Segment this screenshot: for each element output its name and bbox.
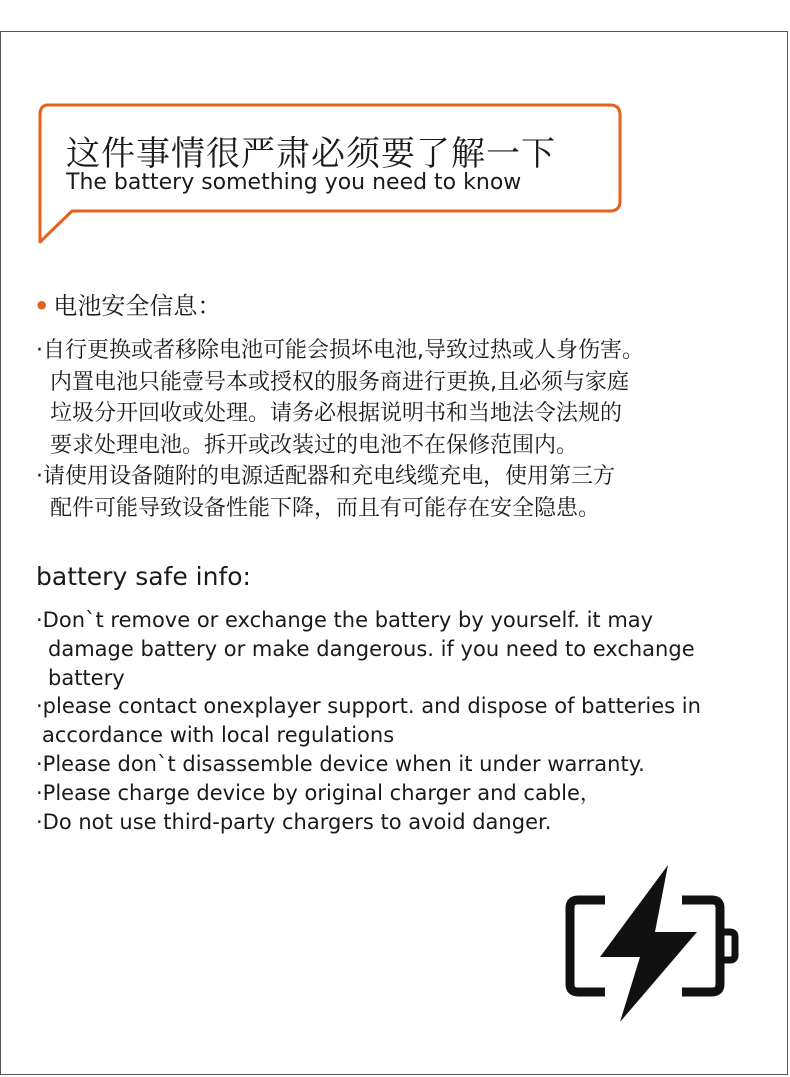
battery-charging-icon	[560, 860, 745, 1030]
heading-bullet: •	[34, 292, 50, 320]
en-line: ·Don`t remove or exchange the battery by yourself. it may	[36, 608, 654, 632]
en-line: ·Please charge device by original charger and cable，	[36, 780, 601, 805]
cn-line: ·自行更换或者移除电池可能会损坏电池,导致过热或人身伤害。	[36, 338, 644, 363]
cn-heading-text: 电池安全信息：	[53, 292, 222, 320]
cn-section-body	[36, 335, 756, 524]
en-line: battery	[48, 665, 125, 690]
callout-subtitle: The battery something you need to know	[66, 170, 522, 195]
list-item	[36, 461, 756, 524]
en-line: ·Please don`t disassemble device when it under warranty.	[36, 751, 645, 776]
en-section-heading: battery safe info:	[36, 562, 251, 591]
en-line: ·please contact onexplayer support. and dispose of batteries in	[36, 694, 701, 719]
callout-title: 这件事情很严肃必须要了解一下	[66, 134, 556, 174]
cn-line: 配件可能导致设备性能下降，而且有可能存在安全隐患。	[50, 495, 601, 521]
en-line: accordance with local regulations	[42, 723, 395, 748]
cn-line: 要求处理电池。拆开或改装过的电池不在保修范围内。	[50, 432, 579, 458]
cn-line: 内置电池只能壹号本或授权的服务商进行更换,且必须与家庭	[50, 369, 629, 395]
cn-section-heading	[34, 286, 221, 321]
cn-line: ·请使用设备随附的电源适配器和充电线缆充电，使用第三方	[36, 464, 615, 489]
list-item	[36, 335, 756, 461]
en-section-body	[36, 606, 756, 836]
en-line: damage battery or make dangerous. if you need to exchange	[48, 636, 695, 661]
cn-line: 垃圾分开回收或处理。请务必根据说明书和当地法令法规的	[50, 401, 623, 426]
en-line: ·Do not use third-party chargers to avoid danger.	[36, 809, 552, 834]
